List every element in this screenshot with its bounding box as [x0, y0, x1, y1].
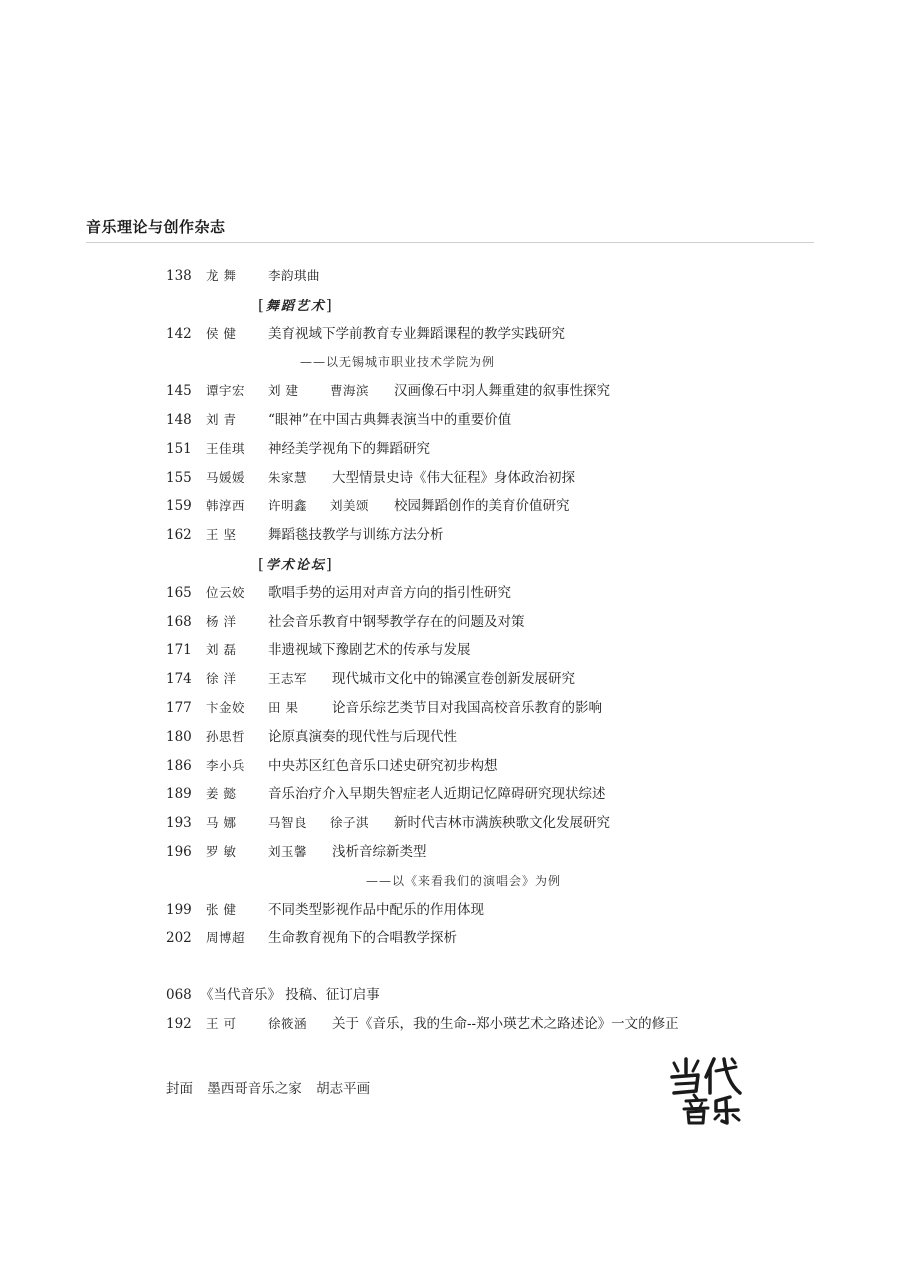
author-name: 许明鑫 — [268, 498, 308, 514]
page-number: 193 — [166, 815, 192, 832]
author-name: 卞金姣 — [206, 699, 246, 715]
toc-row — [166, 579, 786, 608]
article-title: 歌唱手势的运用对声音方向的指引性研究 — [268, 584, 511, 601]
author-name: 姜 懿 — [206, 786, 237, 802]
author-name: 徐筱涵 — [268, 1015, 308, 1031]
author-name: 张 健 — [206, 901, 237, 917]
author-name: 杨 洋 — [206, 613, 237, 629]
article-title: 现代城市文化中的锦溪宣卷创新发展研究 — [332, 671, 575, 688]
toc-row — [166, 320, 786, 349]
cover-label: 封面 — [166, 1081, 193, 1097]
section-heading — [258, 291, 334, 322]
author-name: 韩淳西 — [206, 498, 246, 514]
toc-row — [166, 896, 786, 925]
toc-row — [166, 867, 786, 896]
toc-row — [166, 665, 786, 694]
article-title: 舞蹈毯技教学与训练方法分析 — [268, 527, 444, 544]
article-title: 非遗视域下豫剧艺术的传承与发展 — [268, 642, 471, 659]
page-number: 177 — [166, 699, 192, 716]
toc-row — [166, 752, 786, 781]
page-number: 180 — [166, 728, 192, 745]
toc-row — [166, 435, 786, 464]
toc-row — [166, 838, 786, 867]
author-name: 王佳琪 — [206, 440, 246, 456]
author-name: 马 娜 — [206, 815, 237, 831]
cover-author: 胡志平画 — [316, 1081, 371, 1097]
toc-row — [166, 780, 786, 809]
page-number: 196 — [166, 843, 192, 860]
page-number: 148 — [166, 411, 192, 428]
page-number: 151 — [166, 440, 192, 457]
article-title: 音乐治疗介入早期失智症老人近期记忆障碍研究现状综述 — [268, 786, 606, 803]
article-title: 《当代音乐》 投稿、征订启事 — [200, 987, 380, 1004]
toc-row — [166, 636, 786, 665]
page-number: 142 — [166, 325, 192, 342]
bracket-left: [ — [258, 295, 266, 314]
section-label: 舞蹈艺术 — [265, 298, 326, 314]
article-title: 校园舞蹈创作的美育价值研究 — [394, 498, 570, 515]
article-title: “眼神”在中国古典舞表演当中的重要价值 — [268, 411, 512, 428]
page-number: 168 — [166, 613, 192, 630]
article-title: 美育视域下学前教育专业舞蹈课程的教学实践研究 — [268, 325, 565, 342]
toc-row — [166, 406, 786, 435]
toc-row — [166, 377, 786, 406]
article-title: 论音乐综艺类节目对我国高校音乐教育的影响 — [332, 699, 602, 716]
page-number: 159 — [166, 498, 192, 515]
page-number: 155 — [166, 469, 192, 486]
article-subtitle: ——以无锡城市职业技术学院为例 — [300, 355, 496, 370]
article-title: 汉画像石中羽人舞重建的叙事性探究 — [394, 383, 610, 400]
article-title: 中央苏区红色音乐口述史研究初步构想 — [268, 757, 498, 774]
page-number: 189 — [166, 786, 192, 803]
article-title: 新时代吉林市满族秧歌文化发展研究 — [394, 815, 610, 832]
author-name: 徐子淇 — [330, 815, 370, 831]
article-title: 社会音乐教育中钢琴教学存在的问题及对策 — [268, 613, 525, 630]
article-title: 不同类型影视作品中配乐的作用体现 — [268, 901, 484, 918]
author-name: 刘玉馨 — [268, 843, 308, 859]
author-name: 田 果 — [268, 699, 299, 715]
page-number: 174 — [166, 671, 192, 688]
toc-row — [166, 608, 786, 637]
author-name: 李小兵 — [206, 757, 246, 773]
page-number: 145 — [166, 383, 192, 400]
article-title: 李韵琪曲 — [268, 268, 321, 283]
author-name: 刘 青 — [206, 411, 237, 427]
page-number: 068 — [166, 987, 192, 1004]
author-name: 侯 健 — [206, 325, 237, 341]
author-name: 刘美颂 — [330, 498, 370, 514]
author-name: 谭宇宏 — [206, 383, 246, 399]
toc-row — [166, 924, 786, 953]
author-name: 徐 洋 — [206, 671, 237, 687]
toc-row — [166, 809, 786, 838]
toc-row — [166, 953, 786, 981]
author-name: 曹海滨 — [330, 383, 370, 399]
toc-row — [166, 1010, 786, 1039]
bracket-left: [ — [258, 554, 266, 573]
author-name: 马媛媛 — [206, 469, 246, 485]
article-title: 浅析音综新类型 — [332, 843, 427, 860]
toc-row — [166, 492, 786, 521]
page-number: 162 — [166, 527, 192, 544]
toc-row — [166, 521, 786, 550]
toc-row — [166, 723, 786, 752]
cover-credit — [166, 1077, 380, 1097]
section-label: 学术论坛 — [265, 557, 326, 573]
author-name: 周博超 — [206, 930, 246, 946]
author-name: 王 坚 — [206, 527, 237, 543]
page-number: 138 — [166, 268, 192, 284]
page-number: 186 — [166, 757, 192, 774]
author-name: 朱家慧 — [268, 469, 308, 485]
article-title: 关于《音乐，我的生命--郑小瑛艺术之路述论》一文的修正 — [332, 1015, 679, 1032]
author-name: 王 可 — [206, 1015, 237, 1031]
author-name: 罗 敏 — [206, 843, 237, 859]
author-name: 龙 舞 — [206, 268, 237, 283]
section-heading — [258, 550, 334, 581]
author-name: 位云姣 — [206, 584, 246, 600]
page-number: 171 — [166, 642, 192, 659]
toc-row — [166, 262, 786, 291]
bracket-right: ] — [325, 295, 334, 314]
page-number: 199 — [166, 901, 192, 918]
toc-row — [166, 981, 786, 1010]
calligraphy-logo-icon — [664, 1055, 746, 1127]
article-title: 大型情景史诗《伟大征程》身体政治初探 — [332, 469, 575, 486]
toc-row — [166, 291, 786, 320]
header-divider — [86, 242, 814, 243]
article-title: 生命教育视角下的合唱教学探析 — [268, 930, 457, 947]
author-name: 王志军 — [268, 671, 308, 687]
article-title: 论原真演奏的现代性与后现代性 — [268, 728, 457, 745]
toc-row — [166, 348, 786, 377]
toc-row — [166, 694, 786, 723]
toc-row — [166, 464, 786, 493]
author-name: 马智良 — [268, 815, 308, 831]
table-of-contents — [166, 262, 786, 1039]
author-name: 刘 磊 — [206, 642, 237, 658]
author-name: 刘 建 — [268, 383, 299, 399]
page-number: 192 — [166, 1015, 192, 1032]
journal-title: 音乐理论与创作杂志 — [86, 218, 226, 236]
article-subtitle: ——以《来看我们的演唱会》为例 — [366, 873, 562, 888]
cover-work: 墨西哥音乐之家 — [207, 1081, 302, 1097]
toc-row — [166, 550, 786, 579]
bracket-right: ] — [325, 554, 334, 573]
author-name: 孙思哲 — [206, 728, 246, 744]
page-number: 165 — [166, 584, 192, 601]
page-number: 202 — [166, 930, 192, 947]
article-title: 神经美学视角下的舞蹈研究 — [268, 440, 430, 457]
